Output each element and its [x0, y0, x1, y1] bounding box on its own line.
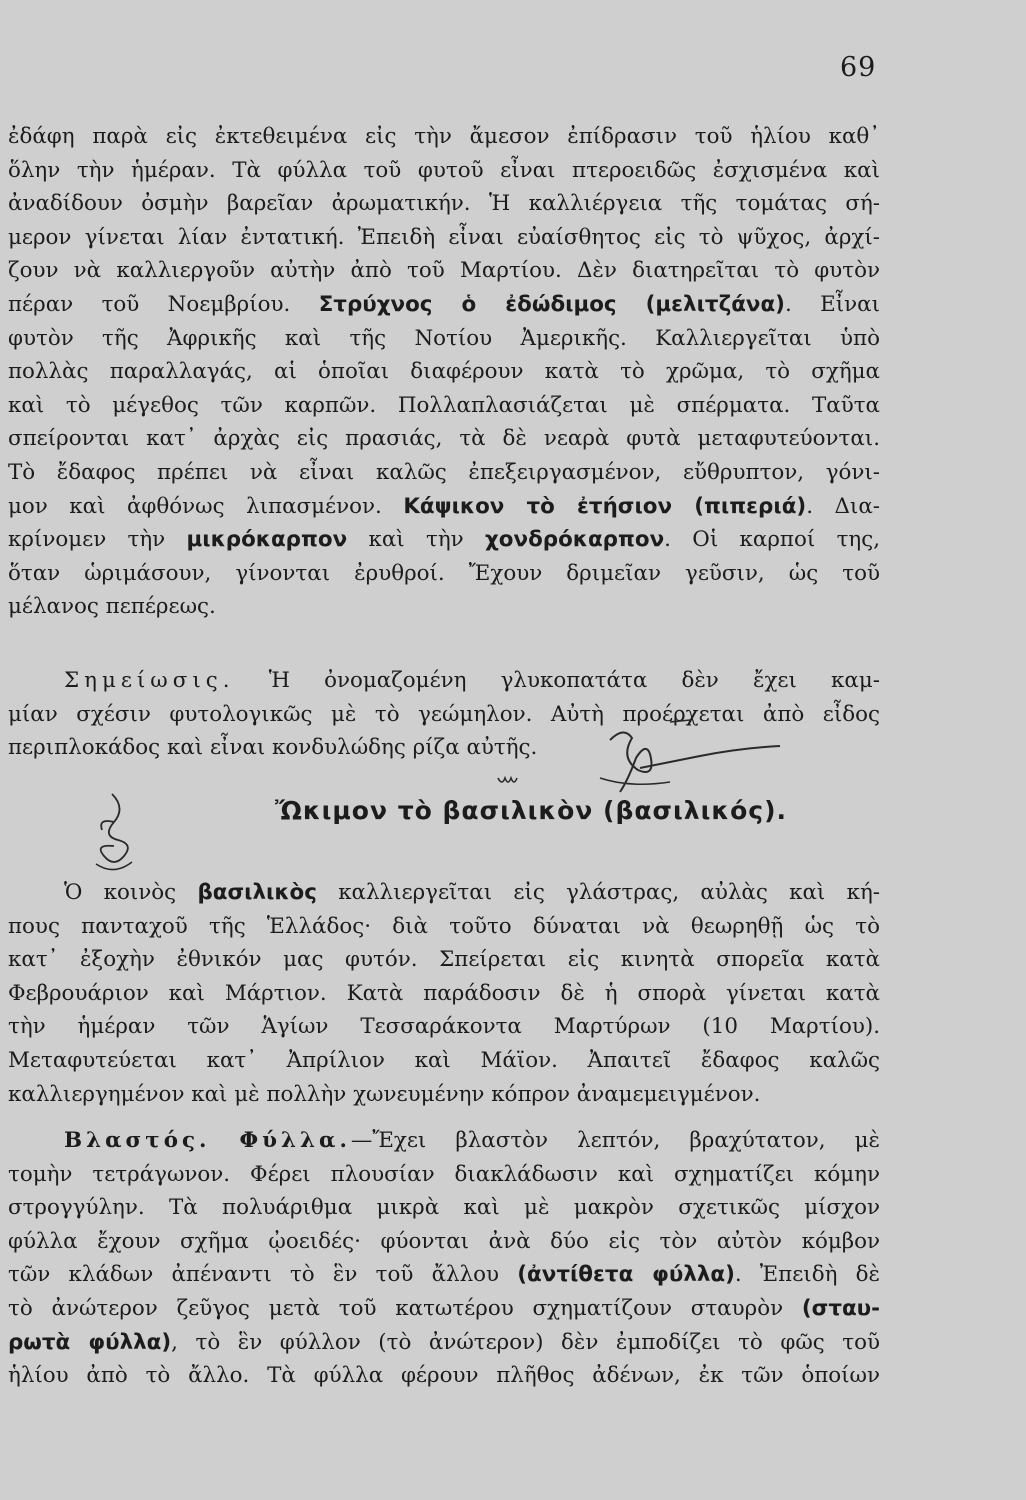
text-line: φύλλα ἔχουν σχῆμα ᾠοειδές· φύονται ἀνὰ δύο εἰς τὸν αὐτὸν κόμβον — [8, 1228, 880, 1254]
text-line: μον καὶ ἀφθόνως λιπασμένον. Κάψικον τὸ ἐτήσιον (πιπεριά). Δια- — [8, 493, 880, 519]
handwritten-scribble — [580, 718, 790, 804]
text-line: Φεβρουάριον καὶ Μάρτιον. Κατὰ παράδοσιν δὲ ἡ σπορὰ γίνεται κατὰ — [8, 980, 880, 1006]
text-line: φυτὸν τῆς Ἀφρικῆς καὶ τῆς Νοτίου Ἀμερικῆς. Καλλιεργεῖται ὑπὸ — [8, 325, 880, 351]
text-line: μέλανος πεπέρεως. — [8, 594, 216, 620]
label-leaves: Φύλλα. — [239, 1128, 351, 1153]
text-line: καλλιεργημένον καὶ μὲ πολλὴν χωνευμένην κόπρον ἀναμεμειγμένον. — [8, 1081, 761, 1107]
text-line: κατ᾽ ἐξοχὴν ἐθνικόν μας φυτόν. Σπείρεται εἰς κινητὰ σπορεῖα κατὰ — [8, 947, 880, 973]
section-heading-basil: Ὤκιμον τὸ βασιλικὸν (βασιλικός). — [275, 796, 787, 825]
text-line: ἡλίου ἀπὸ τὸ ἄλλο. Τὰ φύλλα φέρουν πλῆθος ἀδένων, ἐκ τῶν ὁποίων — [8, 1363, 880, 1389]
text-line: Μεταφυτεύεται κατ᾽ Ἀπρίλιον καὶ Μάϊον. Ἀπαιτεῖ ἔδαφος καλῶς — [8, 1047, 880, 1073]
term-pepper: Κάψικον τὸ ἐτήσιον (πιπεριά) — [403, 493, 807, 519]
page-number: 69 — [840, 52, 877, 83]
term-cross-leaves-part1: (σταυ- — [801, 1295, 880, 1321]
text-line: ἐδάφη παρὰ εἰς ἐκτεθειμένα εἰς τὴν ἄμεσον ἐπίδρασιν τοῦ ἡλίου καθ᾽ — [8, 124, 880, 149]
term-large-fruit: χονδρόκαρπον — [485, 527, 665, 553]
term-cross-leaves-part2: ρωτὰ φύλλα) — [8, 1329, 172, 1355]
text-line: πολλὰς παραλλαγάς, αἱ ὁποῖαι διαφέρουν κατὰ τὸ χρῶμα, τὸ σχῆμα — [8, 359, 880, 385]
text-line: σπείρονται κατ᾽ ἀρχὰς εἰς πρασιάς, τὰ δὲ νεαρὰ φυτὰ μεταφυτεύονται. — [8, 426, 880, 452]
text-line: Βλαστός. Φύλλα.—Ἔχει βλαστὸν λεπτόν, βραχύτατον, μὲ — [64, 1128, 880, 1153]
text-line: ζουν νὰ καλλιεργοῦν αὐτὴν ἀπὸ τοῦ Μαρτίου. Δὲν διατηρεῖται τὸ φυτὸν — [8, 258, 880, 284]
handwritten-mark — [496, 772, 526, 792]
text-line: καὶ τὸ μέγεθος τῶν καρπῶν. Πολλαπλασιάζεται μὲ σπέρματα. Ταῦτα — [8, 392, 880, 418]
text-line: ἀναδίδουν ὀσμὴν βαρεῖαν ἀρωματικήν. Ἡ καλλιέργεια τῆς τομάτας σή- — [8, 191, 880, 217]
text-line: μίαν σχέσιν φυτολογικῶς μὲ τὸ γεώμηλον. Αὐτὴ προέρχεται ἀπὸ εἶδος — [8, 701, 880, 727]
paragraph-basil — [8, 876, 880, 1111]
text-line: τῶν κλάδων ἀπέναντι τὸ ἓν τοῦ ἄλλου (ἀντίθετα φύλλα). Ἐπειδὴ δὲ — [8, 1262, 880, 1288]
term-small-fruit: μικρόκαρπον — [186, 527, 348, 553]
text-line: κρίνομεν τὴν μικρόκαρπον καὶ τὴν χονδρόκαρπον. Οἱ καρποί της, — [8, 527, 880, 553]
paragraph-stem-leaves — [8, 1124, 880, 1393]
text-line: ὅταν ὡριμάσουν, γίνονται ἐρυθροί. Ἔχουν δριμεῖαν γεῦσιν, ὡς τοῦ — [8, 560, 880, 586]
text-line: μερον γίνεται λίαν ἐντατική. Ἐπειδὴ εἶναι εὐαίσθητος εἰς τὸ ψῦχος, ἀρχί- — [8, 224, 880, 250]
text-line: ὅλην τὴν ἡμέραν. Τὰ φύλλα τοῦ φυτοῦ εἶναι πτεροειδῶς ἐσχισμένα καὶ — [8, 157, 880, 183]
text-line: τομὴν τετράγωνον. Φέρει πλουσίαν διακλάδωσιν καὶ σχηματίζει κόμην — [8, 1161, 880, 1187]
text-line: πους πανταχοῦ τῆς Ἑλλάδος· διὰ τοῦτο δύναται νὰ θεωρηθῇ ὡς τὸ — [8, 913, 880, 939]
text-line: Σημείωσις. Ἡ ὀνομαζομένη γλυκοπατάτα δὲν ἔχει καμ- — [64, 668, 880, 693]
text-line: στρογγύλην. Τὰ πολυάριθμα μικρὰ καὶ μὲ μακρὸν σχετικῶς μίσχον — [8, 1195, 880, 1221]
term-opposite-leaves: (ἀντίθετα φύλλα) — [517, 1262, 735, 1288]
text-line: Ὁ κοινὸς βασιλικὸς καλλιεργεῖται εἰς γλάστρας, αὐλὰς καὶ κή- — [64, 880, 880, 905]
text-line: πέραν τοῦ Νοεμβρίου. Στρύχνος ὁ ἐδώδιμος (μελιτζάνα). Εἶναι — [8, 291, 880, 317]
label-stem: Βλαστός. — [64, 1128, 211, 1153]
term-basil: βασιλικὸς — [197, 880, 317, 905]
text-line: Τὸ ἔδαφος πρέπει νὰ εἶναι καλῶς ἐπεξειργασμένον, εὔθρυπτον, γόνι- — [8, 459, 880, 485]
paragraph-tomato-eggplant-pepper — [8, 120, 880, 624]
text-line: περιπλοκάδος καὶ εἶναι κονδυλώδης ρίζα αὐτῆς. — [8, 735, 538, 761]
text-line: τὸ ἀνώτερον ζεῦγος μετὰ τοῦ κατωτέρου σχηματίζουν σταυρὸν (σταυ- — [8, 1295, 880, 1321]
term-eggplant: Στρύχνος ὁ ἐδώδιμος (μελιτζάνα) — [318, 291, 785, 317]
text-line: τὴν ἡμέραν τῶν Ἁγίων Τεσσαράκοντα Μαρτύρων (10 Μαρτίου). — [8, 1014, 880, 1040]
note-label: Σημείωσις. — [64, 668, 235, 693]
text-line: ρωτὰ φύλλα), τὸ ἓν φύλλον (τὸ ἀνώτερον) δὲν ἐμποδίζει τὸ φῶς τοῦ — [8, 1329, 880, 1355]
